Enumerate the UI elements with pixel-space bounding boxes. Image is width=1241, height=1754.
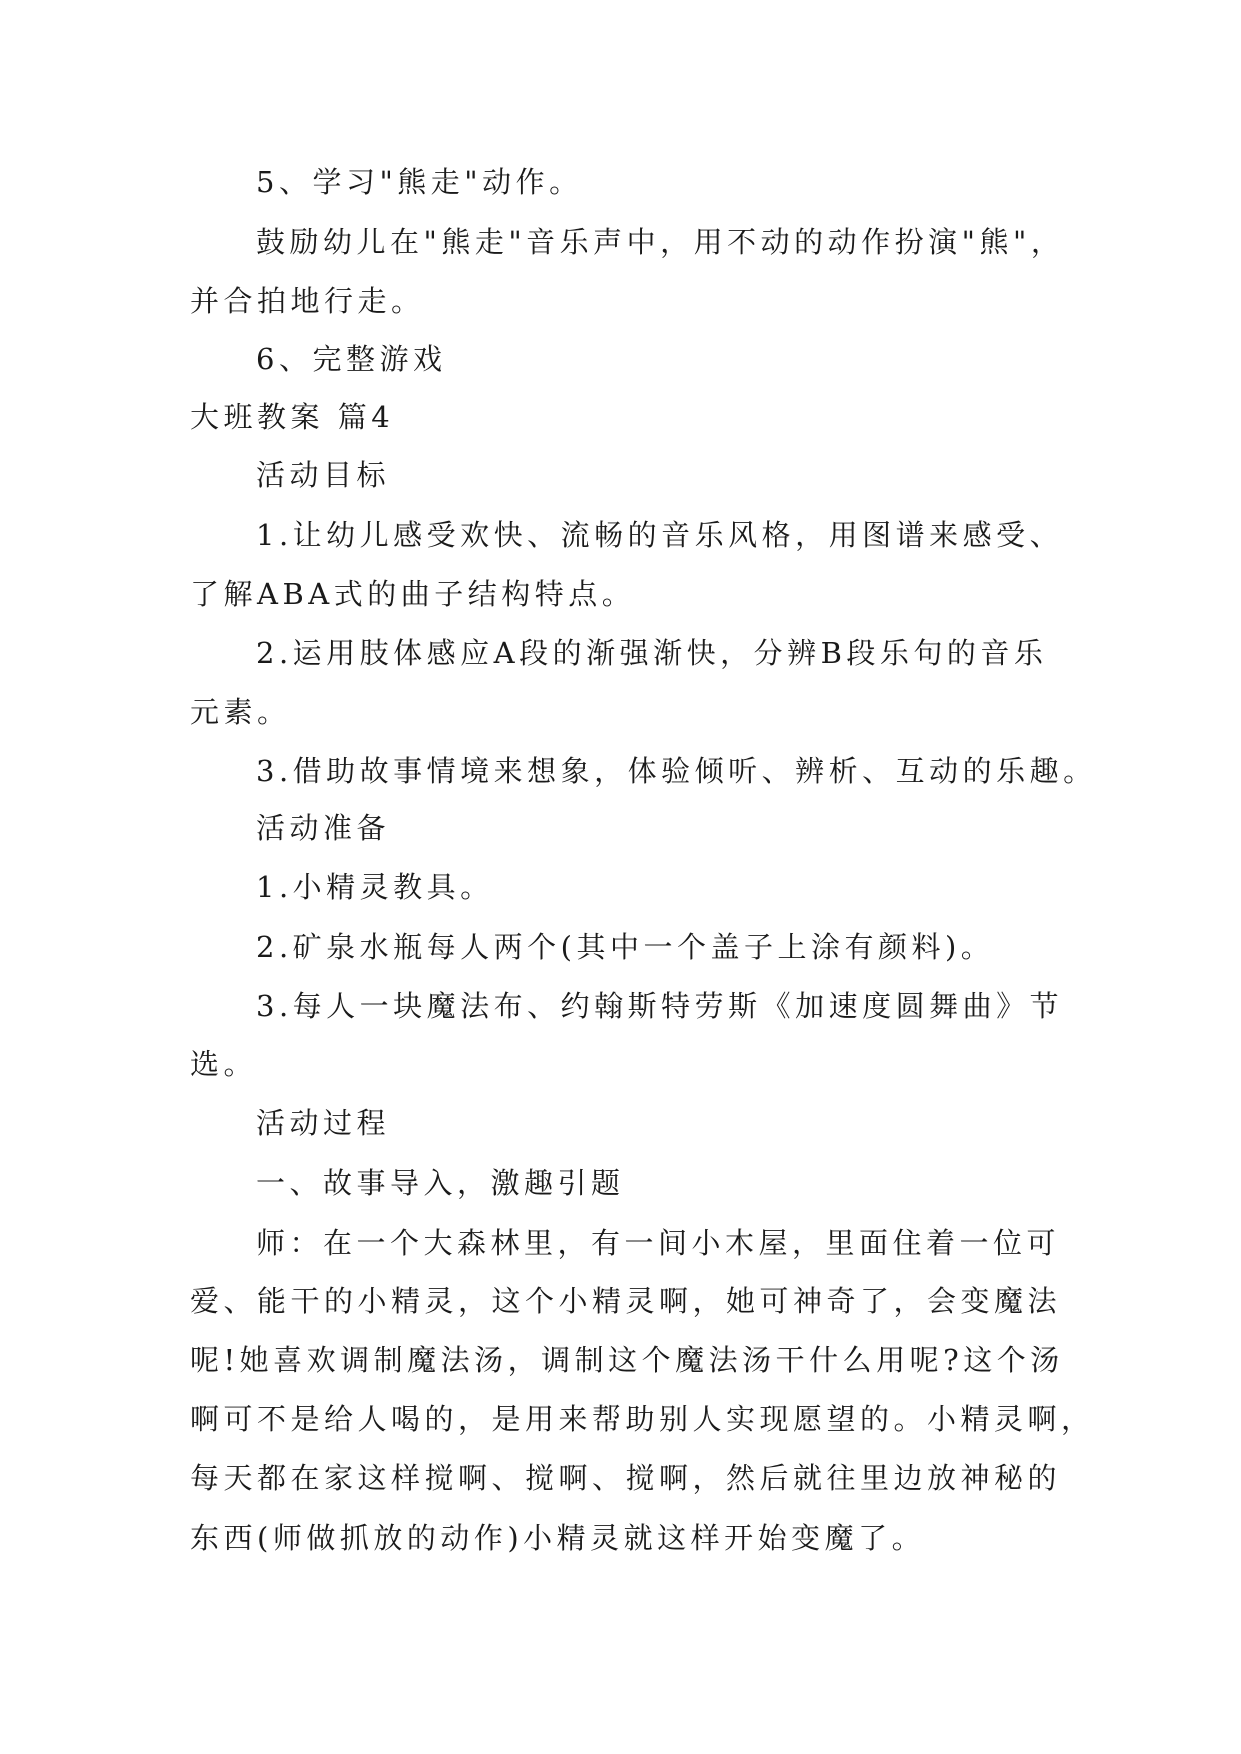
text-line: 爱、能干的小精灵，这个小精灵啊，她可神奇了，会变魔法	[190, 1284, 1062, 1318]
subsection-heading: 活动目标	[256, 458, 391, 492]
text-line: 并合拍地行走。	[190, 284, 425, 318]
text-line: 选。	[190, 1047, 258, 1081]
text-line: 了解ABA式的曲子结构特点。	[190, 577, 636, 611]
text-line: 3.借助故事情境来想象，体验倾听、辨析、互动的乐趣。	[256, 754, 1097, 788]
subsection-heading: 活动准备	[256, 811, 391, 845]
text-line: 每天都在家这样搅啊、搅啊、搅啊，然后就往里边放神秘的	[190, 1461, 1062, 1495]
text-line: 5、学习"熊走"动作。	[256, 165, 583, 199]
text-line: 师：在一个大森林里，有一间小木屋，里面住着一位可	[256, 1226, 1061, 1260]
text-line: 啊可不是给人喝的，是用来帮助别人实现愿望的。小精灵啊，	[190, 1402, 1095, 1436]
text-line: 1.让幼儿感受欢快、流畅的音乐风格，用图谱来感受、	[256, 518, 1064, 552]
text-line: 6、完整游戏	[256, 342, 447, 376]
text-line: 鼓励幼儿在"熊走"音乐声中，用不动的动作扮演"熊"，	[256, 225, 1065, 259]
text-line: 2.矿泉水瓶每人两个(其中一个盖子上涂有颜料)。	[256, 930, 995, 964]
text-line: 东西(师做抓放的动作)小精灵就这样开始变魔了。	[190, 1521, 926, 1555]
text-line: 一、故事导入，激趣引题	[256, 1166, 625, 1200]
text-line: 3.每人一块魔法布、约翰斯特劳斯《加速度圆舞曲》节	[256, 989, 1064, 1023]
text-line: 2.运用肢体感应A段的渐强渐快，分辨B段乐句的音乐	[256, 636, 1048, 670]
subsection-heading: 活动过程	[256, 1106, 391, 1140]
text-line: 1.小精灵教具。	[256, 870, 494, 904]
text-line: 呢!她喜欢调制魔法汤，调制这个魔法汤干什么用呢?这个汤	[190, 1343, 1064, 1377]
text-line: 元素。	[190, 695, 291, 729]
section-heading: 大班教案 篇4	[190, 400, 395, 434]
